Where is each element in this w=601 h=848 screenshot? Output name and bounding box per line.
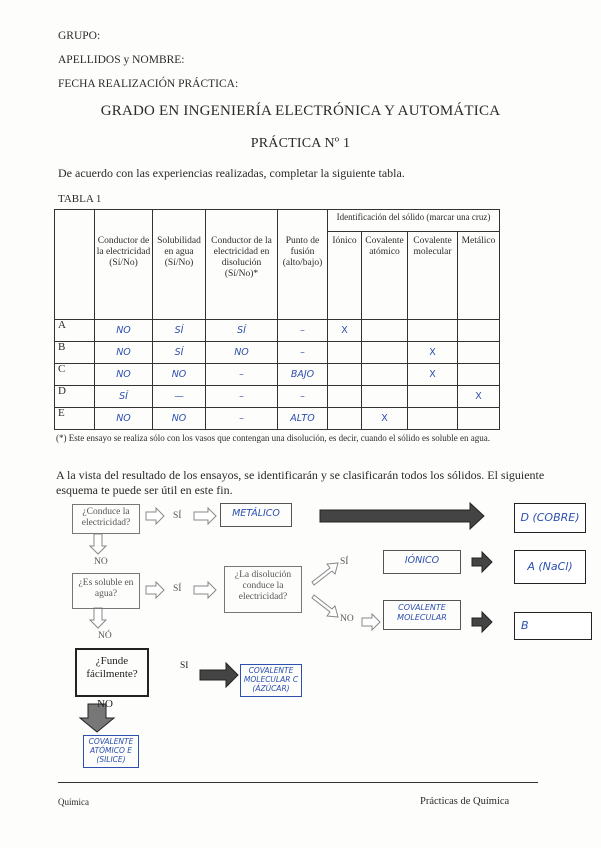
cell-cov-mol: X: [408, 364, 458, 386]
cell-cov-mol: [408, 408, 458, 430]
fecha-label: FECHA REALIZACIÓN PRÁCTICA:: [58, 78, 239, 90]
instruction-text: De acuerdo con las experiencias realizadas, completar la siguiente tabla.: [58, 166, 405, 180]
cell-fusion: –: [278, 342, 328, 364]
table-footnote: (*) Este ensayo se realiza sólo con los vasos que contengan una disolución, es decir, cuando el sólido es soluble en agua.: [56, 433, 491, 443]
table-row: A NO SÍ SÍ – X: [55, 320, 500, 342]
scheme-intro: A la vista del resultado de los ensayos, se identificarán y se clasificarán todos los sólidos. El siguiente esquema te puede ser útil en este fin.: [56, 468, 545, 497]
arrow-right-icon: [472, 612, 492, 632]
cell-metalico: [458, 364, 500, 386]
label-no-2: NO: [340, 614, 354, 624]
cell-cov-at: [362, 320, 408, 342]
corner-cell: [55, 210, 95, 320]
arrow-down-icon: [90, 534, 106, 554]
cell-metalico: X: [458, 386, 500, 408]
table-row: D SÍ — – – X: [55, 386, 500, 408]
cell-cov-at: [362, 342, 408, 364]
footer-divider: [58, 782, 538, 783]
cov-atomico-hw: COVALENTE ATÓMICO E (SILICE): [83, 735, 139, 768]
cell-fusion: –: [278, 320, 328, 342]
cell-cond: NO: [95, 342, 153, 364]
arrow-right-icon: [200, 663, 238, 687]
cov-molecular-hw: COVALENTE MOLECULAR C (ÁZÚCAR): [240, 664, 302, 697]
table-row: B NO SÍ NO – X: [55, 342, 500, 364]
cell-cov-mol: [408, 386, 458, 408]
cell-ionico: [328, 408, 362, 430]
question-soluble: ¿Es soluble en agua?: [72, 573, 140, 609]
label-si-4: SI: [180, 661, 189, 671]
cell-sol: —: [153, 386, 206, 408]
result-cov-molecular: B: [514, 612, 592, 640]
practice-number: PRÁCTICA Nº 1: [250, 136, 351, 151]
col-header-metalico: Metálico: [458, 232, 500, 320]
arrow-right-icon: [146, 582, 164, 598]
arrow-right-icon: [362, 614, 380, 630]
ionico-box: IÓNICO: [383, 550, 461, 574]
cov-molecular-box: COVALENTE MOLECULAR: [383, 600, 461, 630]
table-label: TABLA 1: [58, 193, 102, 205]
cell-metalico: [458, 320, 500, 342]
cell-sol: NO: [153, 408, 206, 430]
table-row: E NO NO – ALTO X: [55, 408, 500, 430]
result-ionico: A (NaCl): [514, 550, 586, 584]
arrow-right-icon: [472, 552, 492, 572]
grupo-label: GRUPO:: [58, 30, 101, 42]
cell-disol: –: [206, 364, 278, 386]
cell-disol: –: [206, 408, 278, 430]
arrow-diagonal-up-icon: [312, 563, 338, 585]
col-header-cond: Conductor de la electricidad (Sí/No): [95, 210, 153, 320]
cell-disol: –: [206, 386, 278, 408]
col-header-ionico: Iónico: [328, 232, 362, 320]
cell-ionico: X: [328, 320, 362, 342]
page-title: GRADO EN INGENIERÍA ELECTRÓNICA Y AUTOMÁTICA: [100, 103, 501, 119]
col-header-cov-at: Covalente atómico: [362, 232, 408, 320]
result-metalico: D (COBRE): [514, 503, 586, 533]
cell-cov-at: [362, 386, 408, 408]
arrow-down-icon: [90, 608, 106, 628]
cell-fusion: BAJO: [278, 364, 328, 386]
cell-ionico: [328, 386, 362, 408]
label-no-3: NÓ: [98, 631, 112, 641]
cell-cond: SÍ: [95, 386, 153, 408]
label-no-4: NO: [97, 698, 113, 710]
cell-cov-mol: [408, 320, 458, 342]
col-header-disol: Conductor de la electricidad en disolución (Sí/No)*: [206, 210, 278, 320]
cell-metalico: [458, 408, 500, 430]
cell-fusion: –: [278, 386, 328, 408]
cell-disol: NO: [206, 342, 278, 364]
arrow-right-icon: [146, 508, 164, 524]
apellidos-label: APELLIDOS y NOMBRE:: [58, 54, 185, 66]
arrow-right-icon: [320, 503, 484, 529]
col-group-header: Identificación del sólido (marcar una cruz): [328, 210, 500, 232]
cell-sol: SÍ: [153, 320, 206, 342]
results-table: [54, 209, 500, 430]
cell-sol: NO: [153, 364, 206, 386]
footer-right: Prácticas de Química: [420, 796, 510, 807]
cell-metalico: [458, 342, 500, 364]
cell-cond: NO: [95, 364, 153, 386]
col-header-sol: Solubilidad en agua (Sí/No): [153, 210, 206, 320]
cell-cond: NO: [95, 320, 153, 342]
cell-sol: SÍ: [153, 342, 206, 364]
table-row: C NO NO – BAJO X: [55, 364, 500, 386]
metalico-box: METÁLICO: [220, 503, 292, 527]
arrow-right-icon: [194, 582, 216, 598]
question-disolucion: ¿La disolución conduce la electricidad?: [224, 566, 302, 613]
question-funde: ¿Funde fácilmente?: [75, 648, 149, 697]
cell-cov-at: X: [362, 408, 408, 430]
label-si-3: SÍ: [340, 557, 349, 567]
cell-cov-mol: X: [408, 342, 458, 364]
cell-ionico: [328, 364, 362, 386]
cell-ionico: [328, 342, 362, 364]
col-header-fusion: Punto de fusión (alto/bajo): [278, 210, 328, 320]
label-si-2: SÍ: [173, 584, 182, 594]
cell-disol: SÍ: [206, 320, 278, 342]
cell-cond: NO: [95, 408, 153, 430]
cell-fusion: ALTO: [278, 408, 328, 430]
footer-left: Química: [58, 797, 89, 807]
arrow-right-icon: [194, 508, 216, 524]
arrow-diagonal-down-icon: [312, 595, 338, 617]
col-header-cov-mol: Covalente molecular: [408, 232, 458, 320]
cell-cov-at: [362, 364, 408, 386]
label-si: SÍ: [173, 511, 182, 521]
question-conduce: ¿Conduce la electricidad?: [72, 504, 140, 534]
label-no: NO: [94, 557, 108, 567]
